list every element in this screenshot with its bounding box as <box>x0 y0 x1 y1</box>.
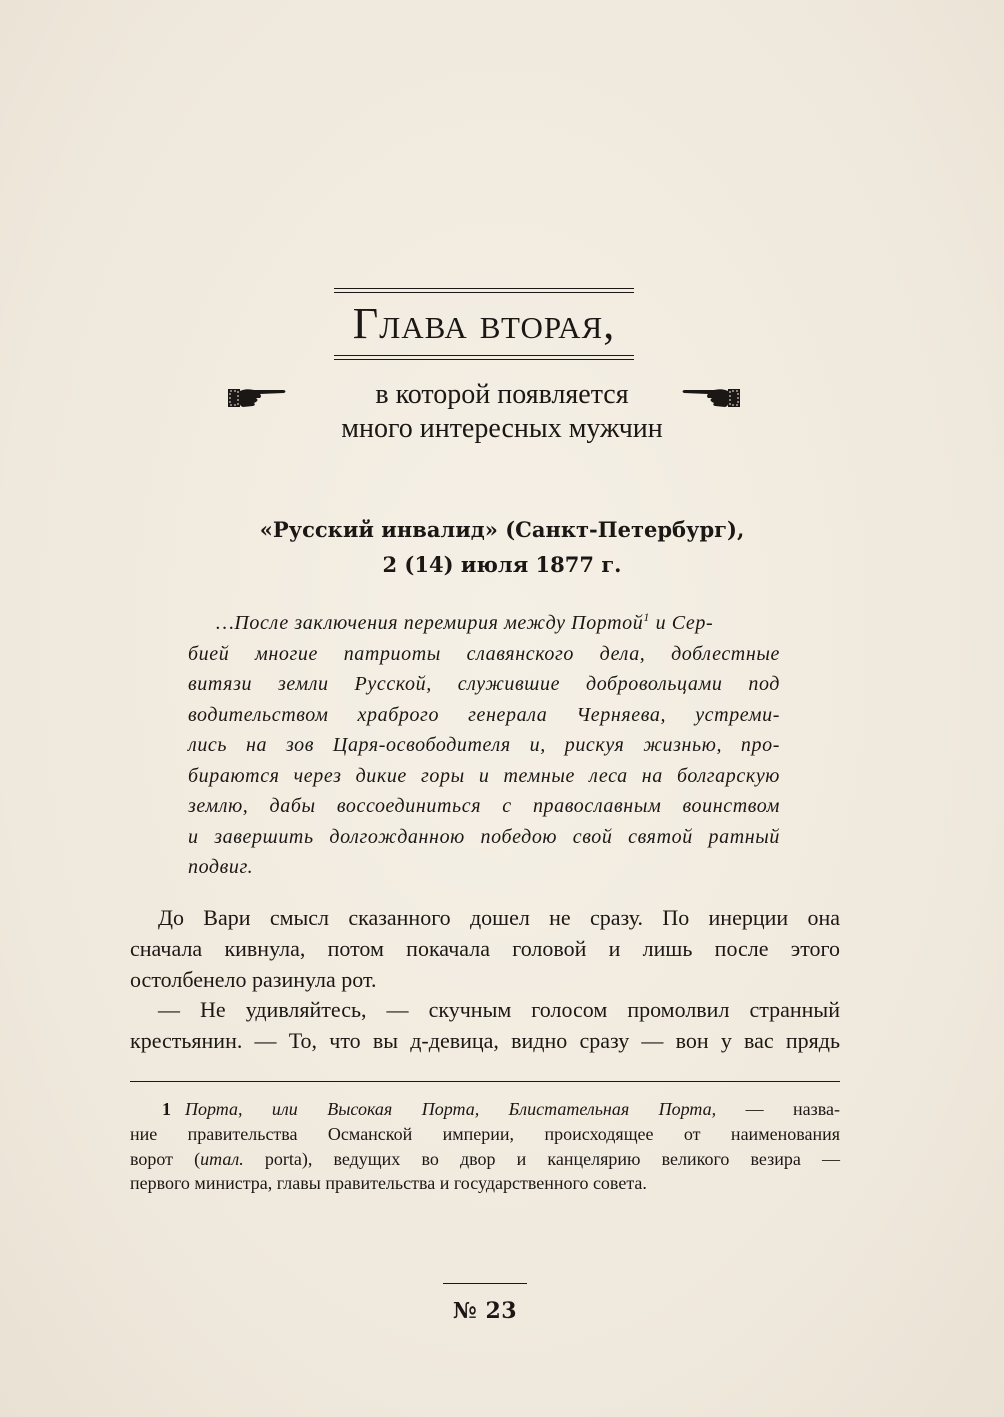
quote-line: бией многие патриоты славянского дела, доблестные <box>188 642 780 665</box>
body-line: До Вари смысл сказанного дошел не сразу. По инерции она <box>158 905 840 930</box>
footnote-divider <box>130 1081 840 1082</box>
body-line: сначала кивнула, потом покачала головой и лишь после этого <box>130 935 840 961</box>
footnote-text: ворот ( <box>130 1148 201 1169</box>
body-line: — Не удивляйтесь, — скучным голосом промолвил странный <box>158 997 840 1023</box>
title-rule-top-inner <box>334 292 634 293</box>
footnote-line <box>130 1097 840 1122</box>
quote-line <box>188 602 780 639</box>
quote-line: бираются через дикие горы и темные леса на болгарскую <box>188 764 780 787</box>
chapter-subtitle <box>260 378 744 446</box>
page-number: № 23 <box>452 1298 518 1324</box>
subtitle-line: в которой появляется <box>375 379 629 410</box>
page-number-rule <box>443 1283 527 1284</box>
subtitle-line: много интересных мужчин <box>341 413 663 444</box>
footnote-reference: 1 <box>643 610 650 624</box>
footnote-abbreviation: итал. <box>200 1148 244 1169</box>
quote-line: витязи земли Русской, служившие добровольцами под <box>188 673 780 695</box>
source-heading-date: 2 (14) июля 1877 г. <box>382 552 622 577</box>
footnote-line <box>130 1147 840 1172</box>
quote-line: водительством храброго генерала Черняева, устреми- <box>188 703 780 726</box>
body-line: остолбенело разинула рот. <box>130 966 377 992</box>
footnote-term: Порта, или Высокая Порта, Блистательная Порта, <box>185 1099 717 1119</box>
chapter-title: Глава вторая, <box>352 299 616 348</box>
quote-line: лись на зов Царя-освободителя и, рискуя жизнью, про- <box>188 734 780 756</box>
footnote-number: 1 <box>162 1099 171 1119</box>
quote-text: и Сер- <box>649 612 714 634</box>
footnote-line: первого министра, главы правительства и государственного совета. <box>130 1173 647 1194</box>
title-rule-bottom <box>334 359 634 360</box>
quote-line: и завершить долгожданною победою свой святой ратный <box>188 825 780 848</box>
title-rule-top <box>334 288 634 289</box>
chapter-title-frame <box>334 288 634 364</box>
quote-text: …После заключения перемирия между Портой <box>216 612 644 634</box>
source-heading-publication: «Русский инвалид» (Санкт-Петербург), <box>259 517 745 542</box>
quote-line: подвиг. <box>188 856 254 878</box>
body-line: крестьянин. — То, что вы д-девица, видно сразу — вон у вас прядь <box>130 1028 840 1054</box>
footnote-text: porta), ведущих во двор и канцелярию великого везира — <box>243 1148 841 1169</box>
footnote-text: — назва- <box>716 1099 841 1119</box>
footnote <box>130 1097 840 1196</box>
body-text <box>130 903 840 1057</box>
source-heading <box>180 512 824 582</box>
title-rule-bottom-inner <box>334 355 634 356</box>
newspaper-quote <box>188 602 780 883</box>
quote-line: землю, дабы воссоединиться с православным воинством <box>188 795 780 817</box>
footnote-line: ние правительства Османской империи, происходящее от наименования <box>130 1123 840 1144</box>
